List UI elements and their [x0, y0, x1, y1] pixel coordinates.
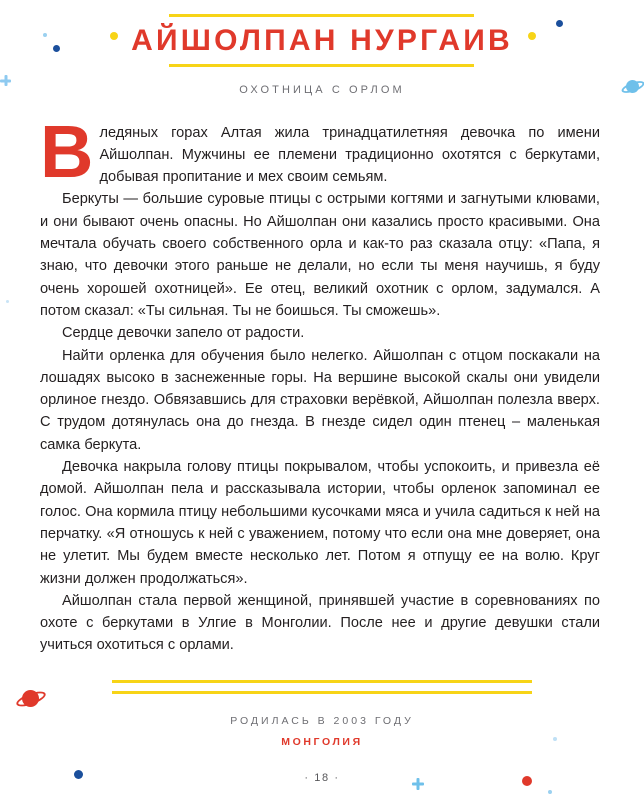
page-title: АЙШОЛПАН НУРГАИВ: [131, 24, 513, 57]
paragraph-1-text: ледяных горах Алтая жила тринадцатилетняя девочка по имени Айшолпан. Мужчины ее племени традиционно охотятся с беркутами, добывая пропитание и мех своим семьям.: [99, 124, 600, 186]
paragraph-5: Девочка накрыла голову птицы покрывалом, чтобы успокоить, и привезла её домой. Айшолпан пела и рассказывала истории, чтобы орленок запоминал ее голос. Она кормила птицу небольшими кусочками мяса и учила садиться к ней на перчатку. «Я отношусь к ней с уважением, потому что если она мне доверяет, она не улетит. Мы будем вместе несколько лет. Потом я отпущу ее на волю. Круг жизни должен продолжаться».: [40, 459, 600, 587]
title-block: [131, 14, 513, 67]
paragraph-4: Найти орленка для обучения было нелегко. Айшолпан с отцом поскакали на лошадях высоко в заснеженные горы. На вершине высокой скалы они увидели орлиное гнездо. Обвязавшись для страховки верёвкой, Айшолпан полезла вверх. С трудом дотянулась она до гнезда. В гнезде сидел один птенец – маленькая самка беркута.: [40, 347, 600, 453]
drop-cap: В: [40, 109, 94, 193]
page-number: · 18 ·: [304, 772, 340, 784]
birth-year-label: РОДИЛАСЬ В 2003 ГОДУ: [230, 715, 414, 727]
title-rule-bottom: [169, 64, 474, 67]
article-body: [40, 109, 600, 657]
title-rule-top: [169, 14, 474, 17]
footer-rule-bottom: [112, 691, 532, 694]
paragraph-1: [40, 109, 600, 193]
small-dot-decoration-left: [6, 300, 9, 303]
title-row: [131, 24, 513, 58]
page-header: [0, 0, 644, 96]
footer-rules: [112, 680, 532, 694]
page-footer: [0, 680, 644, 800]
paragraph-2: Беркуты — большие суровые птицы с острыми когтями и загнутыми клювами, и они бывают очень опасны. Но Айшолпан они казались просто красивыми. Она мечтала обучать своего собственного орла и как-то раз сказала отцу: «Папа, я знаю, что девочки этого раньше не делали, но если ты меня научишь, я буду очень хорошей охотницей». Ее отец, великий охотник с орлом, задумался. А потом сказал: «Ты сильная. Ты не боишься. Ты сможешь».: [40, 191, 600, 319]
paragraph-3: Сердце девочки запело от радости.: [62, 325, 305, 342]
page-subtitle: ОХОТНИЦА С ОРЛОМ: [239, 83, 405, 96]
footer-rule-top: [112, 680, 532, 683]
paragraph-6: Айшолпан стала первой женщиной, принявшей участие в соревнованиях по охоте с беркутами в Улгие в Монголии. После нее и другие девушки стали учиться охотиться с орлами.: [40, 592, 600, 654]
country-label: МОНГОЛИЯ: [281, 736, 363, 748]
